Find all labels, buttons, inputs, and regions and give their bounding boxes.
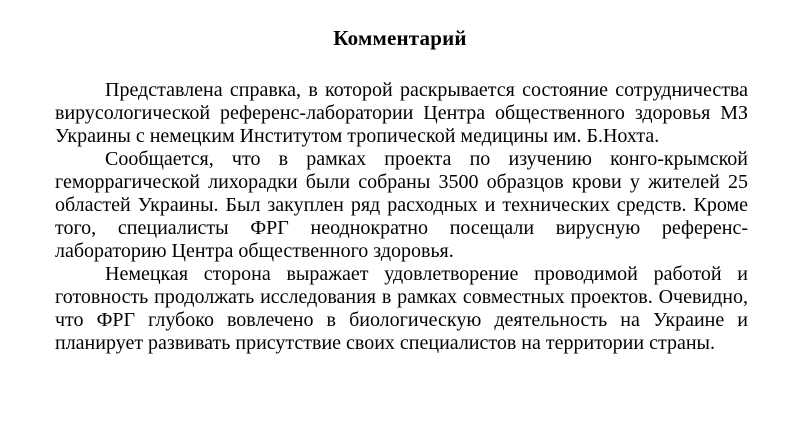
paragraph-2: Сообщается, что в рамках проекта по изучению конго-крымской геморрагической лихорадки были собраны 3500 образцов крови у жителей 25 областей Украины. Был закуплен ряд расходных и технических средств. Кроме того, специалисты ФРГ неоднократно посещали вирусную референс-лабораторию Центра общественного здоровья. <box>55 148 748 262</box>
document-body <box>55 79 748 355</box>
document-title: Комментарий <box>333 26 467 50</box>
paragraph-3: Немецкая сторона выражает удовлетворение проводимой работой и готовность продолжать исследования в рамках совместных проектов. Очевидно, что ФРГ глубоко вовлечено в биологическую деятельность на Украине и планирует развивать присутствие своих специалистов на территории страны. <box>55 263 748 354</box>
paragraph-1: Представлена справка, в которой раскрывается состояние сотрудничества вирусологической референс-лаборатории Центра общественного здоровья МЗ Украины с немецким Институтом тропической медицины им. Б.Нохта. <box>55 79 748 147</box>
